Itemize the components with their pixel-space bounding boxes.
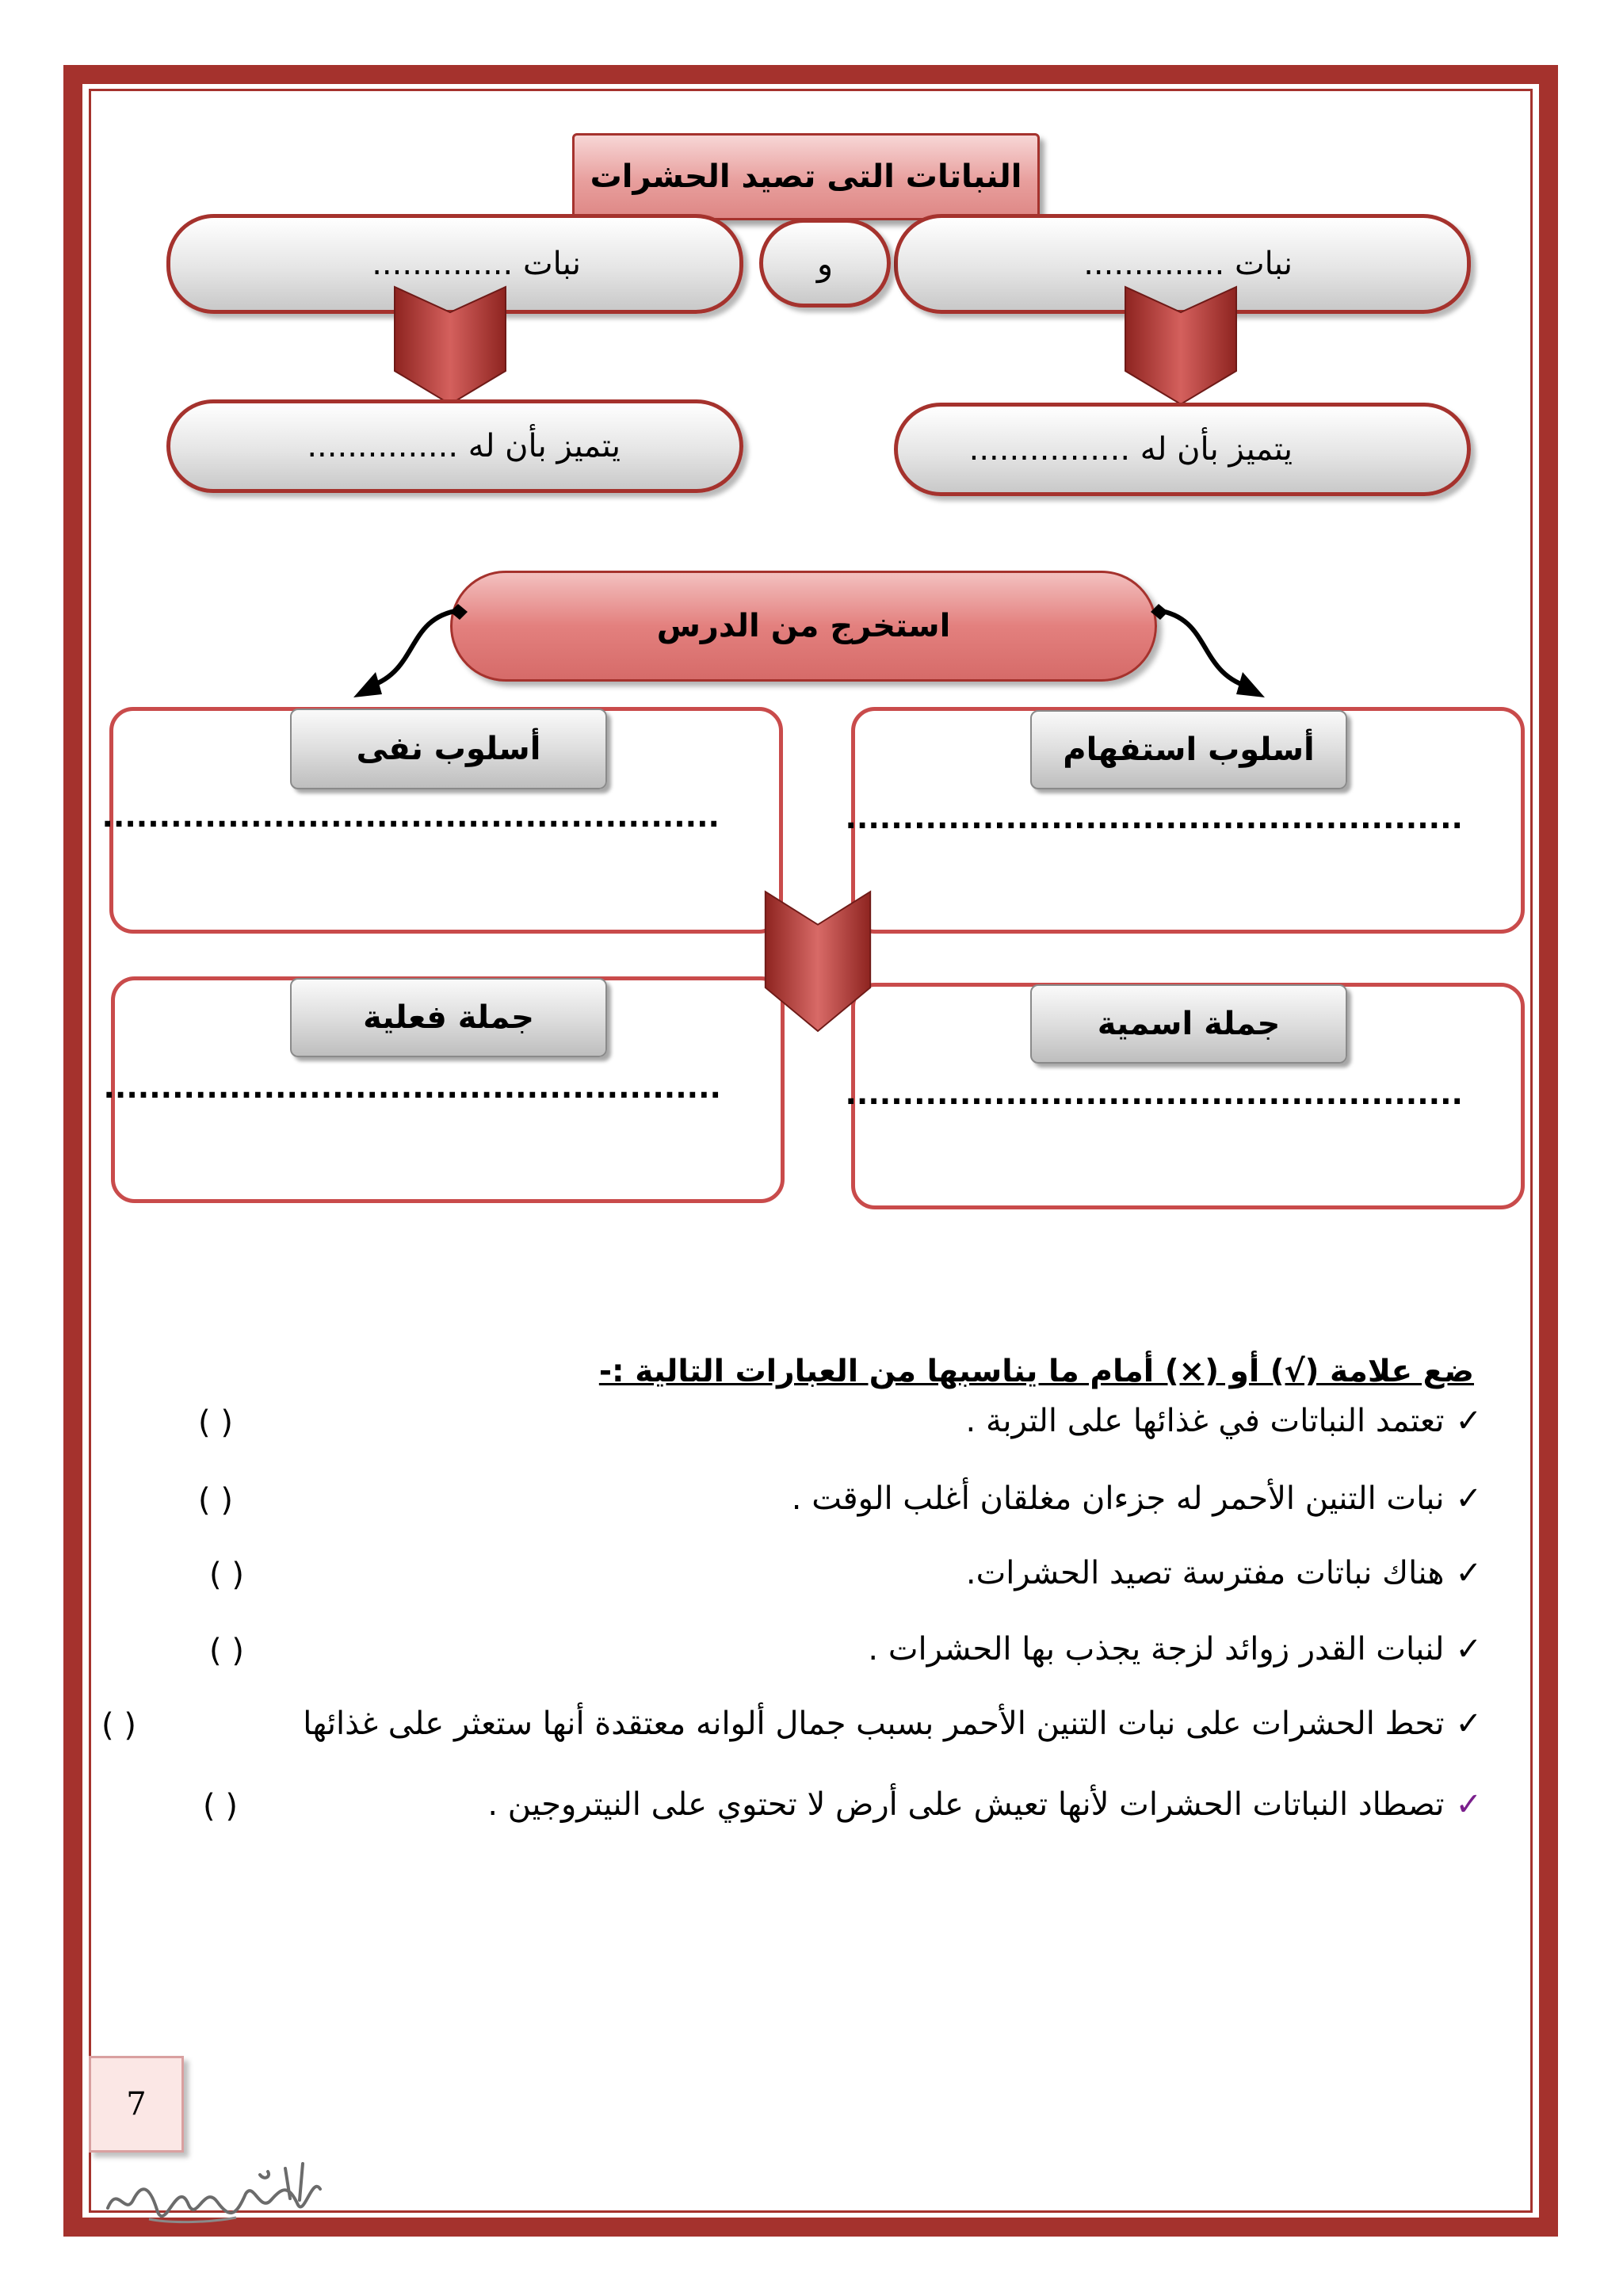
exercise-item-text: هناك نباتات مفترسة تصيد الحشرات.: [965, 1555, 1445, 1591]
signature-image: [101, 2153, 331, 2229]
exercise-item: [303, 1706, 1482, 1742]
check-icon: ✓: [1455, 1555, 1482, 1591]
check-icon: ✓: [1455, 1480, 1482, 1517]
check-icon: ✓: [1455, 1706, 1482, 1742]
extract-heading: استخرج من الدرس: [450, 571, 1157, 682]
nominal-sentence-answer-line[interactable]: ......................................................: [845, 1076, 1463, 1111]
left-plant-feature-box[interactable]: [166, 399, 743, 493]
answer-blank[interactable]: ( ): [209, 1557, 244, 1593]
exercise-item-text: تصطاد النباتات الحشرات لأنها تعيش على أرض لا تحتوي على النيتروجين .: [487, 1786, 1445, 1823]
center-down-arrow-icon: [762, 888, 873, 1035]
negation-style-answer-line[interactable]: ......................................................: [101, 799, 720, 834]
right-plant-feature-box[interactable]: [894, 403, 1471, 496]
page-number: 7: [89, 2056, 184, 2153]
right-plant-feature-text: يتميز بأن له ................: [968, 431, 1293, 468]
exercise-item-text: نبات التنين الأحمر له جزءان مغلقان أغلب الوقت .: [791, 1480, 1445, 1517]
answer-blank[interactable]: ( ): [209, 1633, 244, 1669]
right-down-arrow-icon: [1122, 285, 1239, 406]
exercise-item: [966, 1403, 1482, 1439]
verbal-sentence-label: جملة فعلية: [290, 978, 607, 1057]
connector-text: و: [816, 243, 834, 283]
question-style-answer-line[interactable]: ......................................................: [845, 800, 1463, 835]
check-icon: ✓: [1455, 1631, 1482, 1668]
exercise-item-text: لنبات القدر زوائد لزجة يجذب بها الحشرات .: [868, 1631, 1445, 1668]
exercise-heading: ضع علامة (√) أو (×) أمام ما يناسبها من العبارات التالية :-: [598, 1354, 1474, 1389]
worksheet-title: النباتات التى تصيد الحشرات: [572, 133, 1040, 220]
verbal-sentence-answer-line[interactable]: ......................................................: [103, 1070, 721, 1105]
answer-blank[interactable]: ( ): [198, 1404, 233, 1441]
right-plant-name-text: نبات ..............: [1083, 246, 1293, 282]
connector-arrows: [341, 586, 1292, 713]
answer-blank[interactable]: ( ): [203, 1788, 238, 1824]
nominal-sentence-label: جملة اسمية: [1030, 984, 1347, 1064]
left-down-arrow-icon: [391, 285, 509, 406]
exercise-item: [792, 1480, 1482, 1517]
exercise-item: [966, 1555, 1482, 1591]
exercise-item: [868, 1631, 1482, 1668]
answer-blank[interactable]: ( ): [198, 1482, 233, 1519]
exercise-item: [487, 1786, 1482, 1823]
answer-blank[interactable]: ( ): [101, 1707, 136, 1744]
left-plant-name-text: نبات ..............: [372, 246, 581, 282]
exercise-item-text: تعتمد النباتات في غذائها على التربة .: [965, 1403, 1445, 1439]
exercise-item-text: تحط الحشرات على نبات التنين الأحمر بسبب جمال ألوانه معتقدة أنها ستعثر على غذائها: [303, 1706, 1445, 1742]
check-icon: ✓: [1455, 1786, 1482, 1823]
negation-style-label: أسلوب نفى: [290, 709, 607, 789]
left-plant-feature-text: يتميز بأن له ...............: [307, 428, 621, 464]
question-style-label: أسلوب استفهام: [1030, 710, 1347, 789]
connector-box: [759, 219, 891, 308]
check-icon: ✓: [1455, 1403, 1482, 1439]
